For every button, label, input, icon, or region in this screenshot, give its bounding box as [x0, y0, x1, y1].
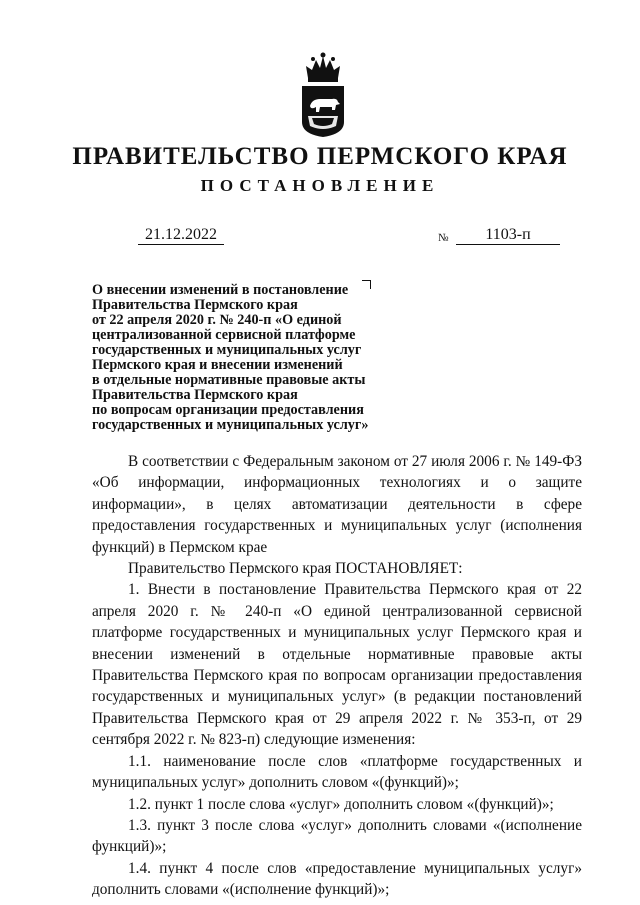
subject-line: государственных и муниципальных услуг — [92, 342, 362, 358]
subject-line: Правительства Пермского края — [92, 387, 298, 403]
subject-line: централизованной сервисной платформе — [92, 327, 356, 343]
subject-line: от 22 апреля 2020 г. № 240-п «О единой — [92, 312, 342, 328]
clause-1-3: 1.3. пункт 3 после слова «услуг» дополнить словами «(исполнение функций)»; — [92, 816, 582, 856]
clause-1-1: 1.1. наименование после слов «платформе государственных и муниципальных услуг» дополнить словом «(функций)»; — [92, 752, 582, 792]
document-type: ПОСТАНОВЛЕНИЕ — [200, 176, 440, 195]
subject-line: в отдельные нормативные правовые акты — [92, 372, 366, 388]
coat-of-arms-icon — [296, 52, 350, 138]
subject-line: Правительства Пермского края — [92, 297, 298, 313]
document-body — [92, 451, 582, 901]
document-number: 1103-п — [456, 226, 560, 245]
subject-line: О внесении изменений в постановление — [92, 282, 349, 298]
preamble-paragraph: В соответствии с Федеральным законом от 27 июля 2006 г. № 149-ФЗ «Об информации, информационных технологиях и о защите информации», в целях автоматизации деятельности в сфере предоставления государственных и муниципальных услуг (исполнения функций) в Пермском крае — [92, 453, 582, 556]
resolution-statement: Правительство Пермского края ПОСТАНОВЛЯЕТ: — [128, 560, 463, 578]
government-title: ПРАВИТЕЛЬСТВО ПЕРМСКОГО КРАЯ — [72, 143, 568, 170]
document-subject — [92, 283, 402, 433]
subject-line: государственных и муниципальных услуг» — [92, 417, 369, 433]
subject-line: Пермского края и внесении изменений — [92, 357, 343, 373]
clause-1: 1. Внести в постановление Правительства Пермского края от 22 апреля 2020 г. № 240-п «О единой централизованной сервисной платформе государственных и муниципальных услуг Пермского края и внесении изменений в отдельные нормативные правовые акты Правительства Пермского края по вопросам организации предоставления государственных и муниципальных услуг» (в редакции постановлений Правительства Пермского края от 29 апреля 2022 г. № 353-п, от 29 сентября 2022 г. № 823-п) следующие изменения: — [92, 581, 582, 749]
clause-1-2: 1.2. пункт 1 после слова «услуг» дополнить словом «(функций)»; — [128, 795, 554, 813]
document-number-label: № — [438, 232, 449, 244]
document-date: 21.12.2022 — [138, 226, 224, 245]
subject-line: по вопросам организации предоставления — [92, 402, 364, 418]
clause-1-4: 1.4. пункт 4 после слов «предоставление муниципальных услуг» дополнить словами «(исполнение функций)»; — [92, 859, 582, 899]
